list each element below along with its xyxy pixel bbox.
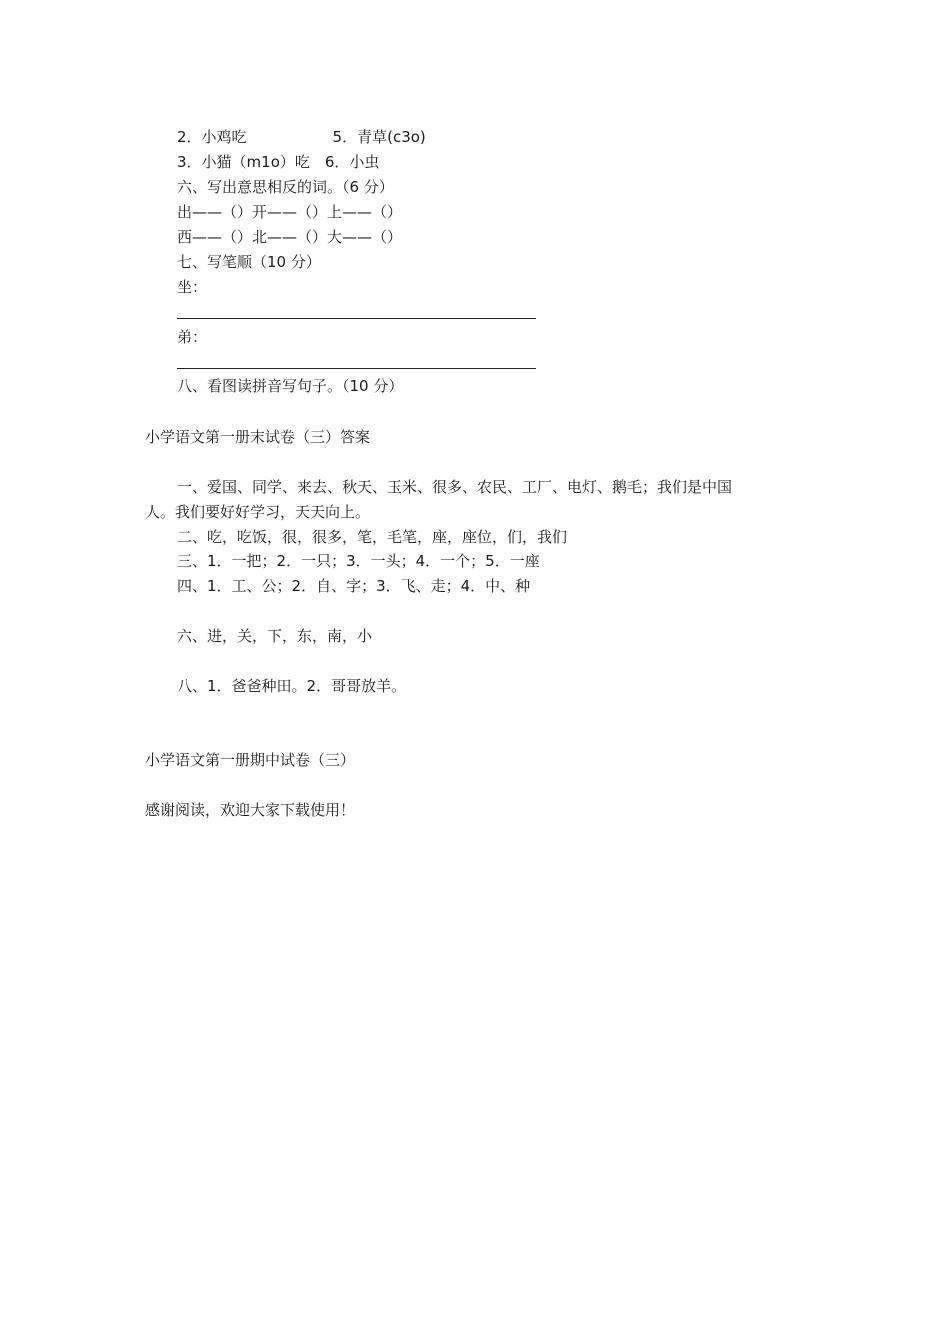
thanks-note: 感谢阅读，欢迎大家下载使用！ bbox=[145, 801, 356, 819]
question-8-title: 八、看图读拼音写句子。（10 分） bbox=[177, 377, 404, 395]
answer-4: 四、1．工、公；2．自、字；3．飞、走；4．中、种 bbox=[177, 577, 531, 595]
answer-1-line-2: 人。我们要好好学习，天天向上。 bbox=[145, 503, 371, 521]
answers-title: 小学语文第一册末试卷（三）答案 bbox=[145, 428, 371, 446]
question-5-item-2 bbox=[177, 127, 426, 147]
question-5-item-3: 3．小猫（m1o）吃 6．小虫 bbox=[177, 153, 380, 171]
answer-1-line-1: 一、爱国、同学、来去、秋天、玉米、很多、农民、工厂、电灯、鹅毛；我们是中国 bbox=[177, 478, 733, 496]
next-exam-title: 小学语文第一册期中试卷（三） bbox=[145, 751, 356, 769]
answer-8: 八、1．爸爸种田。2．哥哥放羊。 bbox=[177, 677, 407, 695]
question-6-row-2: 西——（）北——（）大——（） bbox=[177, 228, 403, 246]
item-2-text: 2．小鸡吃 bbox=[177, 128, 247, 146]
answer-3: 三、1．一把；2．一只；3．一头；4．一个；5．一座 bbox=[177, 552, 540, 570]
answer-2: 二、吃，吃饭，很，很多，笔，毛笔，座，座位，们，我们 bbox=[177, 528, 568, 546]
item-5-text: 5．青草(c3o) bbox=[332, 128, 426, 146]
stroke-order-answer-line-2 bbox=[177, 368, 536, 369]
stroke-order-char-1: 坐： bbox=[177, 278, 208, 296]
stroke-order-answer-line-1 bbox=[177, 318, 536, 319]
question-6-title: 六、写出意思相反的词。（6 分） bbox=[177, 178, 394, 196]
stroke-order-char-2: 弟： bbox=[177, 328, 208, 346]
question-6-row-1: 出——（）开——（）上——（） bbox=[177, 203, 403, 221]
question-7-title: 七、写笔顺（10 分） bbox=[177, 253, 321, 271]
answer-6: 六、进，关，下，东，南，小 bbox=[177, 627, 373, 645]
